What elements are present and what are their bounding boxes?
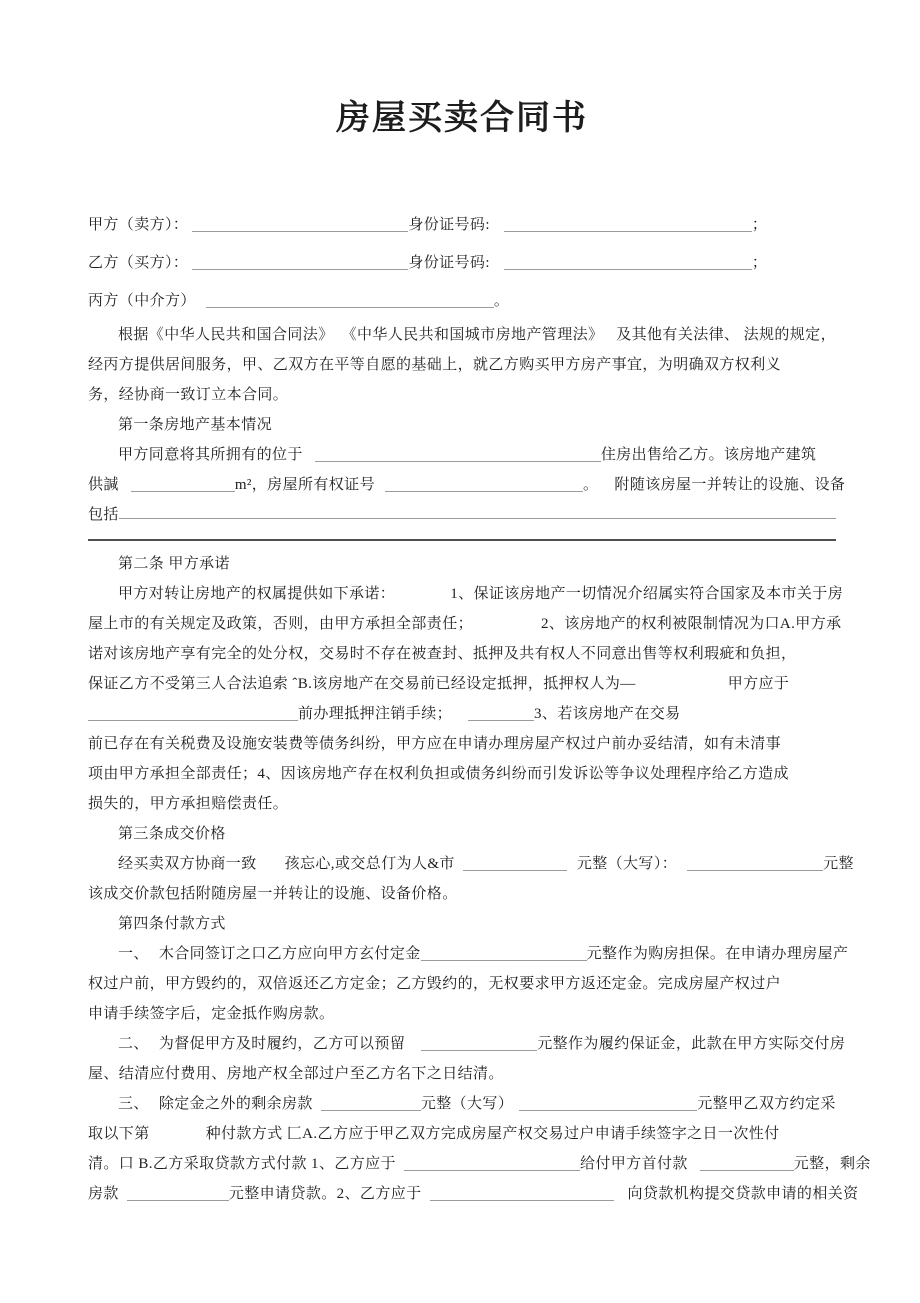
spacer [257,867,285,868]
body-text: 元整 [823,856,854,872]
guarantee-amount-blank [421,1036,537,1051]
preamble-line-1 [88,320,836,350]
section-4-heading: 第四条付款方式 [118,916,226,932]
section-1-line-2 [88,470,846,500]
section-4-item-3-line-3 [88,1149,871,1179]
party-agent-label: 丙方（中介方） [88,293,196,309]
spacer [334,338,342,339]
section-2-heading: 第二条 甲方承诺 [118,556,230,572]
body-text: 种付款方式 匚A.乙方应于甲乙双方完成房屋产权交易过户申请手续签字之日一次性付 [205,1126,780,1142]
spacer [422,1197,430,1198]
party-agent-end: 。 [493,293,510,309]
body-text: 为督促甲方及时履约，乙方可以预留 [158,1036,406,1052]
section-4-item-3-line-2 [88,1119,836,1149]
spacer [196,304,206,305]
body-text: 元整作为履约保证金，此款在甲方实际交付房 [537,1036,846,1052]
body-text: 3、若该房地产在交易 [534,706,681,722]
body-text: 给付甲方首付款 [579,1156,688,1172]
body-text: 木合同签订之口乙方应向甲方玄付定金 [158,946,421,962]
section-1-property-info [88,410,846,530]
seller-id-blank [504,217,752,232]
body-text: 元整，剩余 [793,1156,871,1172]
spacer [396,1167,404,1168]
contract-title: 房屋买卖合同书 [336,100,588,137]
body-text: 。 [582,477,599,493]
list-item-number: 一、 [118,946,149,962]
preamble-text: 根据《中华人民共和国合同法》 [118,327,334,343]
party-buyer-end: ； [751,255,768,271]
spacer [567,867,577,868]
section-2-line-5 [88,699,836,729]
section-2-line-8: 损失的，甲方承担赔偿责任。 [88,796,289,812]
preamble-text: 及其他有关法律、 法规的规定， [616,327,836,343]
seller-name-blank [192,217,408,232]
body-text: 向贷款机构提交贷款申请的相关资 [627,1186,859,1202]
section-3-line-1 [88,849,854,879]
section-2-line-2 [88,609,842,639]
body-text: 附随该房屋一并转让的设施、设备 [614,477,846,493]
list-item-number: 二、 [118,1036,149,1052]
spacer [455,867,463,868]
section-2-line-1 [88,579,844,609]
body-text: 经买卖双方协商一致 [118,856,257,872]
section-4-item-1-line-2: 权过户前，甲方毁约的，双倍返还乙方定金；乙方毁约的，无权要求甲方返还定金。完成房屋产权过户 [88,976,782,992]
section-3-line-2: 该成交价款包括附随房屋一并转让的设施、设备价格。 [88,886,458,902]
spacer [149,1107,159,1108]
section-4-item-2-line-1 [88,1029,846,1059]
body-text: 清。口 B.乙方采取贷款方式付款 1、乙方应于 [88,1156,396,1172]
included-facilities-blank [119,504,836,519]
spacer [313,1107,321,1108]
section-4-item-3-line-1 [88,1089,836,1119]
spacer [614,1197,628,1198]
body-text: 2、该房地产的权利被限制情况为口 [541,616,780,632]
loan-amount-blank [127,1186,229,1201]
spacer [677,867,687,868]
section-4-item-1-line-1 [88,939,849,969]
preamble-line-2: 经丙方提供居间服务，甲、乙双方在平等自愿的基础上，就乙方购买甲方房产事宜，为明确双方权利义 [88,357,782,373]
spacer [119,1197,127,1198]
short-blank [468,706,534,721]
body-text: 甲方同意将其所拥有的位于 [118,447,303,463]
deposit-amount-blank [421,946,587,961]
preamble-text: 《中华人民共和国城市房地产管理法》 [341,327,604,343]
party-seller-label: 甲方（卖方）： [88,217,189,233]
spacer [473,627,541,628]
body-text: m²，房屋所有权证号 [234,477,375,493]
section-2-seller-promises [88,549,844,819]
body-text: 包括 [88,507,119,523]
remaining-amount-words-blank [519,1096,697,1111]
section-3-heading: 第三条成交价格 [118,826,226,842]
list-item-number: 三、 [118,1096,149,1112]
loan-date-blank [404,1156,580,1171]
section-divider [88,539,836,541]
spacer [395,597,450,598]
body-text: 甲方应于 [727,676,790,692]
spacer [150,1137,206,1138]
spacer [636,687,728,688]
property-location-blank [315,447,601,462]
spacer [490,266,504,267]
remaining-amount-figures-blank [321,1096,421,1111]
body-text: 元整（大写）： [576,856,678,872]
spacer [149,1047,159,1048]
party-buyer-row [88,244,836,282]
body-text: 保证乙方不受第三人合法追索 ˆB.该房地产在交易前已经设定抵押，抵押权人为— [88,676,636,692]
body-text: 住房出售给乙方。该房地产建筑 [600,447,817,463]
price-words-blank [687,856,823,871]
spacer [303,458,315,459]
section-2-line-3: 诺对该房地产享有完全的处分权，交易时不存在被查封、抵押及共有权人不同意出售等权利瑕疵和负担， [88,646,797,662]
party-seller-row [88,206,836,244]
section-4-payment [88,909,871,1209]
section-1-heading: 第一条房地产基本情况 [118,417,273,433]
loan-apply-date-blank [430,1186,614,1201]
body-text: 元整作为购房担保。在申请办理房屋产 [586,946,849,962]
spacer [375,488,385,489]
ownership-cert-no-blank [385,477,583,492]
body-text: 取以下第 [88,1126,150,1142]
price-figures-blank [463,856,567,871]
body-text: 元整甲乙双方约定采 [697,1096,836,1112]
floor-area-blank [131,477,235,492]
buyer-id-label: 身份证号码: [408,255,490,271]
spacer [405,1047,421,1048]
parties-block [88,206,836,320]
section-1-line-1 [88,440,836,470]
body-text: 1、保证该房地产一切情况介绍属实符合国家及本市关于房 [450,586,844,602]
spacer [688,1167,700,1168]
buyer-name-blank [192,255,408,270]
body-text: A.甲方承 [779,616,842,632]
preamble-line-3: 务，经协商一致订立本合同。 [88,387,289,403]
party-agent-row [88,282,836,320]
section-4-item-2-line-2: 屋、结清应付费用、房地产权全部过户至乙方名下之日结清。 [88,1066,504,1082]
party-seller-end: ； [751,217,768,233]
spacer [119,488,131,489]
seller-id-label: 身份证号码: [408,217,490,233]
section-1-line-3 [88,500,836,530]
party-buyer-label: 乙方（买方）： [88,255,189,271]
body-text: 元整申请贷款。2、乙方应于 [228,1186,422,1202]
body-text: 甲方对转让房地产的权属提供如下承诺： [118,586,396,602]
body-text: 除定金之外的剩余房款 [158,1096,313,1112]
section-4-item-1-line-3: 申请手续签字后，定金抵作购房款。 [88,1006,335,1022]
body-text: 供諴 [88,477,119,493]
body-text: 孩忘心,或交总仃为人&市 [284,856,455,872]
body-text: 前办理抵押注销手续； [298,706,453,722]
mortgage-cancel-date-blank [88,706,298,721]
body-text: 房款 [88,1186,119,1202]
section-2-line-6: 前已存在有关税费及设施安装费等债务纠纷，甲方应在申请办理房屋产权过户前办妥结清，如有未清事 [88,736,782,752]
spacer [598,488,614,489]
preamble [88,320,836,410]
spacer [149,957,159,958]
section-2-line-4 [88,669,836,699]
body-text: 屋上市的有关规定及政策，否则，由甲方承担全部责任； [88,616,474,632]
buyer-id-blank [504,255,752,270]
section-3-price [88,819,854,909]
down-payment-blank [700,1156,794,1171]
body-text: 元整（大写） [420,1096,514,1112]
section-4-item-3-line-4 [88,1179,859,1209]
spacer [452,717,468,718]
section-2-line-7: 项由甲方承担全部责任；4、因该房地产存在权利负担或债务纠纷而引发诉讼等争议处理程序给乙方造成 [88,766,789,782]
spacer [490,228,504,229]
agent-name-blank [206,293,494,308]
